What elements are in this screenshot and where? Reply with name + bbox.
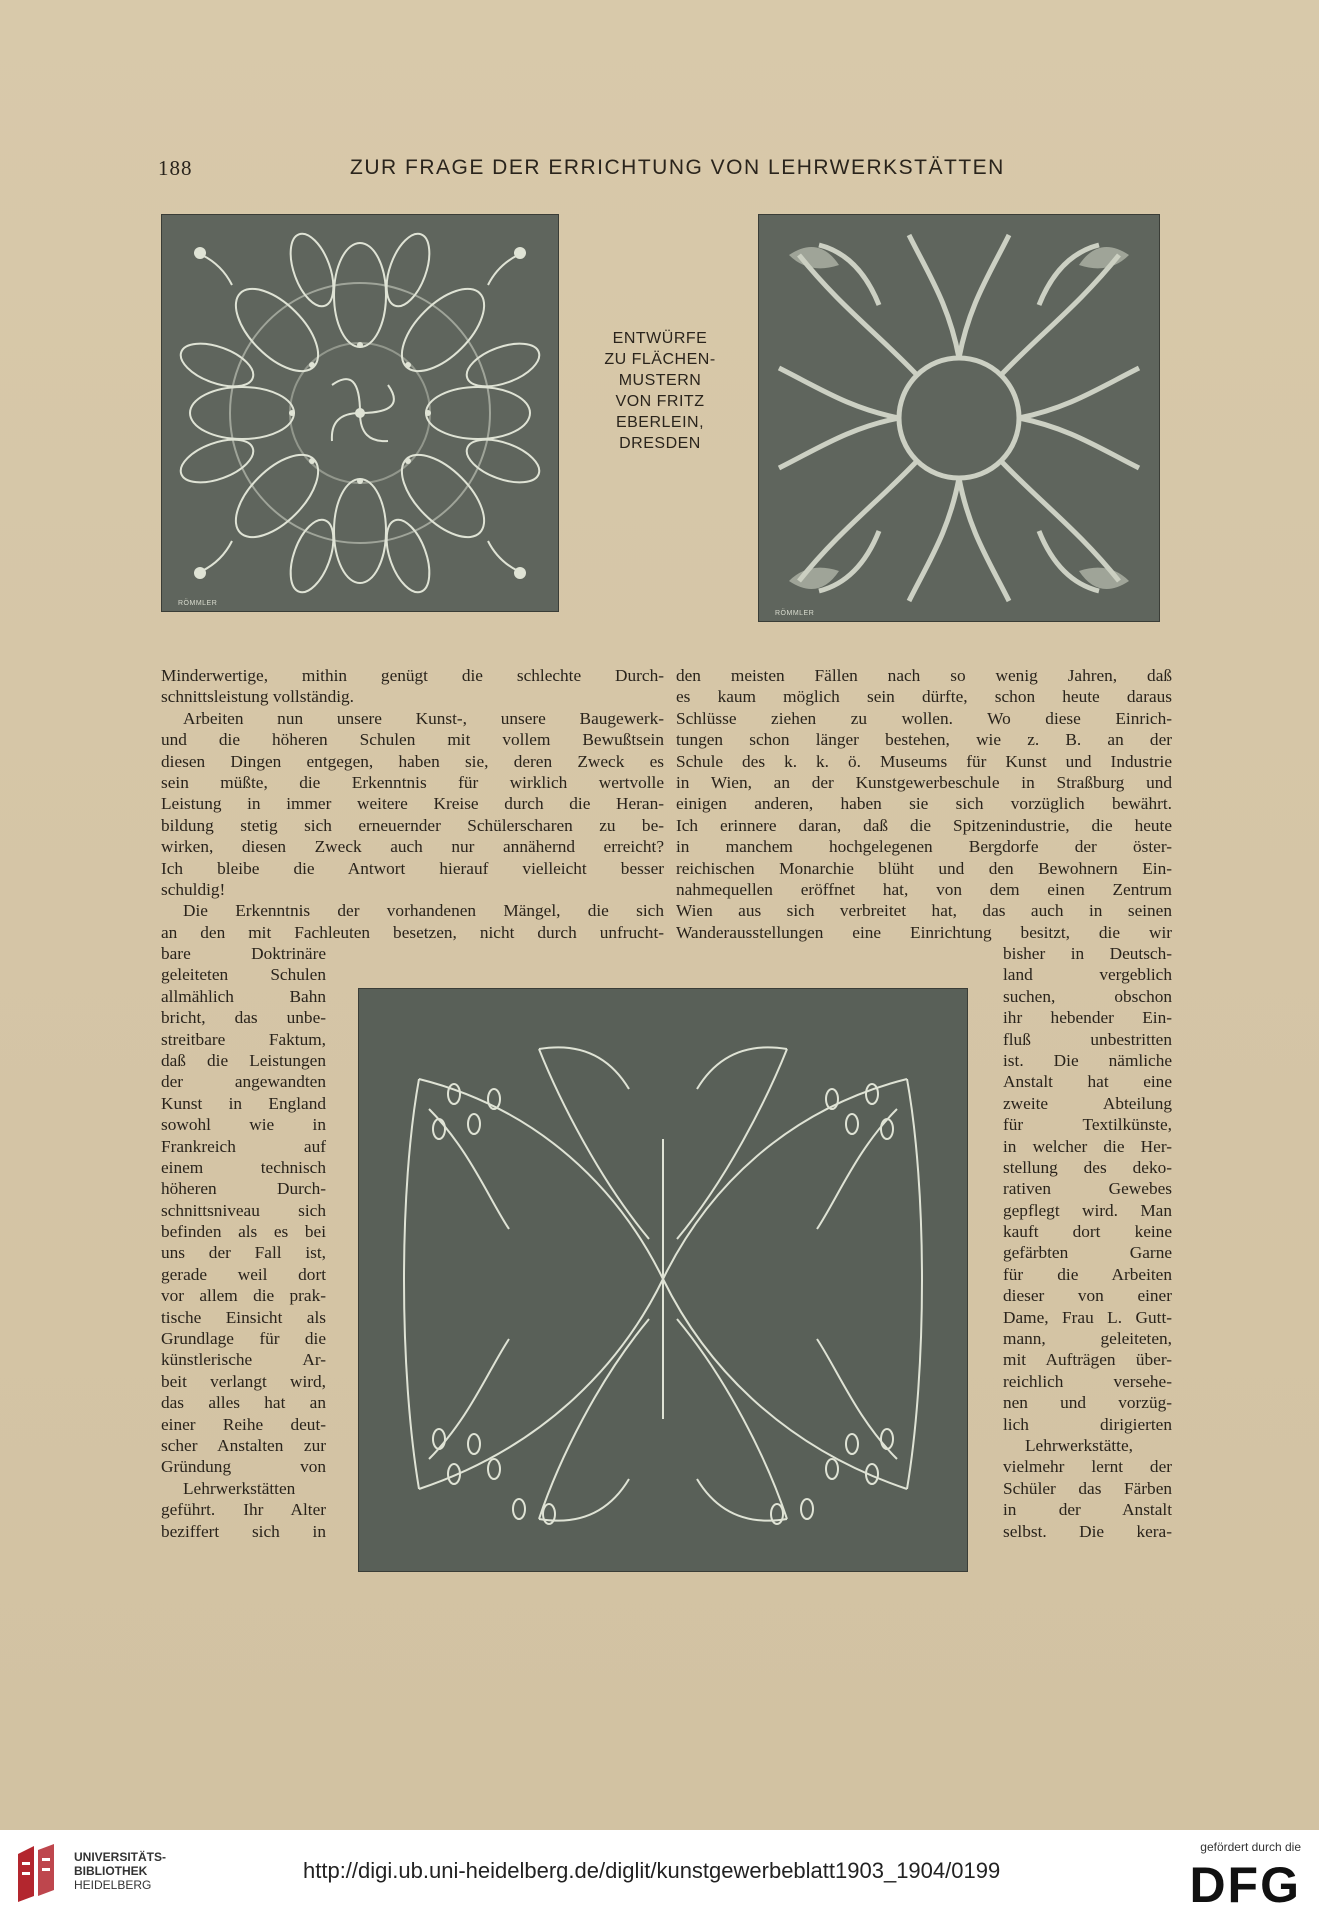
sponsor-note: gefördert durch die [1200, 1840, 1301, 1854]
text-line: in welcher die Her- [1003, 1136, 1172, 1156]
text-line: daß die Leistungen [161, 1050, 326, 1070]
text-line: bricht, das unbe- [161, 1008, 326, 1028]
text-line: höheren Durch- [161, 1179, 326, 1199]
plate-credit: RÖMMLER [775, 610, 815, 617]
text-line: bildung stetig sich erneuernder Schülerscharen zu be- [161, 815, 664, 835]
loop-pattern-illustration [162, 215, 558, 611]
text-line: in Wien, an der Kunstgewerbeschule in Straßburg und [676, 772, 1172, 792]
text-line: beziffert sich in [161, 1521, 326, 1541]
text-line: Anstalt hat eine [1003, 1072, 1172, 1092]
text-line: uns der Fall ist, [161, 1243, 326, 1263]
text-line: Schüler das Färben [1003, 1478, 1172, 1498]
right-column-upper [676, 665, 1172, 943]
library-name-line: BIBLIOTHEK [74, 1864, 148, 1878]
text-line: Ich bleibe die Antwort hierauf vielleicht besser [161, 858, 664, 878]
radial-pattern-illustration [759, 215, 1159, 621]
text-line: Wien aus sich verbreitet hat, das auch in seinen [676, 901, 1172, 921]
left-column-upper [161, 665, 664, 943]
text-line: für Textilkünste, [1003, 1115, 1172, 1135]
text-line: sowohl wie in [161, 1115, 326, 1135]
text-line: ihr hebender Ein- [1003, 1008, 1172, 1028]
text-line: Gründung von [161, 1457, 326, 1477]
text-line: reichischen Monarchie blüht und den Bewohnern Ein- [676, 858, 1172, 878]
text-line: das alles hat an [161, 1393, 326, 1413]
text-line: Schlüsse ziehen zu wollen. Wo diese Einrich- [676, 708, 1172, 728]
text-line: Minderwertige, mithin genügt die schlechte Durch- [161, 666, 664, 685]
text-line: selbst. Die kera- [1003, 1521, 1172, 1541]
text-line: mit Aufträgen über- [1003, 1350, 1172, 1370]
text-line: bisher in Deutsch- [1003, 944, 1172, 963]
caption-line: EBERLEIN, [615, 414, 705, 431]
text-line: geleiteten Schulen [161, 965, 326, 985]
text-line: wirken, diesen Zweck auch nur annähernd erreicht? [161, 837, 664, 857]
text-line: beit verlangt wird, [161, 1371, 326, 1391]
digitization-footer [0, 1830, 1319, 1924]
text-line: scher Anstalten zur [161, 1435, 326, 1455]
text-line: streitbare Faktum, [161, 1029, 326, 1049]
caption-line: ENTWÜRFE [612, 330, 708, 347]
text-line: Wanderausstellungen eine Einrichtung besitzt, die wir [676, 922, 1172, 942]
source-url-link[interactable]: http://digi.ub.uni-heidelberg.de/diglit/kunstgewerbeblatt1903_1904/0199 [303, 1858, 1001, 1883]
text-line: Grundlage für die [161, 1329, 326, 1349]
text-line: einigen anderen, haben sie sich vorzüglich bewährt. [676, 794, 1172, 814]
text-line: Frankreich auf [161, 1136, 326, 1156]
text-line: mann, geleiteten, [1003, 1329, 1172, 1349]
text-line: Die Erkenntnis der vorhandenen Mängel, die sich [183, 901, 664, 921]
text-line: tungen schon länger bestehen, wie z. B. an der [676, 730, 1172, 750]
text-line: allmählich Bahn [161, 986, 326, 1006]
text-line: in manchem hochgelegenen Bergdorfe der öster- [676, 837, 1172, 857]
running-title: ZUR FRAGE DER ERRICHTUNG VON LEHRWERKSTÄTTEN [350, 156, 1005, 179]
text-line: für die Arbeiten [1003, 1264, 1172, 1284]
caption-line: VON FRITZ [615, 393, 705, 410]
text-line: suchen, obschon [1003, 986, 1172, 1006]
caption-line: MUSTERN [618, 372, 702, 389]
right-column-narrow [1003, 943, 1172, 1542]
caption-line: DRESDEN [619, 435, 701, 452]
text-line: gepflegt wird. Man [1003, 1200, 1172, 1220]
pattern-plate-radial [758, 214, 1160, 622]
text-line: schuldig! [161, 879, 226, 899]
text-line: Schule des k. k. ö. Museums für Kunst und Industrie [676, 751, 1172, 771]
plate-credit: RÖMMLER [178, 600, 218, 607]
text-line: den meisten Fällen nach so wenig Jahren, daß [676, 666, 1172, 685]
text-line: künstlerische Ar- [161, 1350, 326, 1370]
text-line: der angewandten [161, 1072, 326, 1092]
text-line: nen und vorzüg- [1003, 1393, 1172, 1413]
text-line: diesen Dingen entgegen, haben sie, deren Zweck es [161, 751, 664, 771]
text-line: reichlich versehe- [1003, 1371, 1172, 1391]
text-line: gefärbten Garne [1003, 1243, 1172, 1263]
library-name [74, 1850, 166, 1892]
text-line: Lehrwerkstätte, [1025, 1435, 1133, 1455]
text-line: vor allem die prak- [161, 1286, 326, 1306]
library-name-line: UNIVERSITÄTS- [74, 1850, 167, 1864]
text-line: schnittsniveau sich [161, 1200, 326, 1220]
text-line: lich dirigierten [1003, 1414, 1172, 1434]
text-line: ist. Die nämliche [1003, 1050, 1172, 1070]
text-line: an den mit Fachleuten besetzen, nicht durch unfrucht- [161, 922, 664, 942]
text-line: rativen Gewebes [1003, 1179, 1172, 1199]
pattern-plate-loops [161, 214, 559, 612]
text-line: Ich erinnere daran, daß die Spitzenindustrie, die heute [676, 815, 1172, 835]
text-line: Leistung in immer weitere Kreise durch die Heran- [161, 794, 664, 814]
dfg-logo: DFG [1189, 1857, 1301, 1913]
text-line: befinden als es bei [161, 1222, 326, 1242]
text-line: einem technisch [161, 1157, 326, 1177]
library-name-line: HEIDELBERG [74, 1878, 152, 1892]
text-line: nahmequellen eröffnet hat, von dem einen Zentrum [676, 879, 1172, 899]
text-line: land vergeblich [1003, 965, 1172, 985]
text-line: gerade weil dort [161, 1264, 326, 1284]
page-number: 188 [158, 156, 193, 180]
text-line: bare Doktrinäre [161, 944, 326, 963]
text-line: kauft dort keine [1003, 1222, 1172, 1242]
branch-pattern-illustration [359, 989, 967, 1571]
text-line: fluß unbestritten [1003, 1029, 1172, 1049]
text-line: Arbeiten nun unsere Kunst-, unsere Baugewerk- [183, 708, 664, 728]
text-line: Kunst in England [161, 1093, 326, 1113]
text-line: einer Reihe deut- [161, 1414, 326, 1434]
text-line: vielmehr lernt der [1003, 1457, 1172, 1477]
text-line: tische Einsicht als [161, 1307, 326, 1327]
text-line: stellung des deko- [1003, 1157, 1172, 1177]
pattern-plate-branches [358, 988, 968, 1572]
text-line: geführt. Ihr Alter [161, 1500, 326, 1520]
text-line: dieser von einer [1003, 1286, 1172, 1306]
text-line: zweite Abteilung [1003, 1093, 1172, 1113]
text-line: schnittsleistung vollständig. [161, 687, 354, 707]
left-column-narrow [161, 943, 326, 1542]
university-library-logo-icon [14, 1844, 58, 1904]
figure-caption [590, 328, 730, 454]
text-line: es kaum möglich sein dürfte, schon heute daraus [676, 687, 1172, 707]
text-line: sein müßte, die Erkenntnis für wirklich wertvolle [161, 772, 664, 792]
text-line: Lehrwerkstätten [183, 1478, 296, 1498]
text-line: in der Anstalt [1003, 1500, 1172, 1520]
text-line: und die höheren Schulen mit vollem Bewußtsein [161, 730, 664, 750]
caption-line: ZU FLÄCHEN- [604, 351, 716, 368]
text-line: Dame, Frau L. Gutt- [1003, 1307, 1172, 1327]
